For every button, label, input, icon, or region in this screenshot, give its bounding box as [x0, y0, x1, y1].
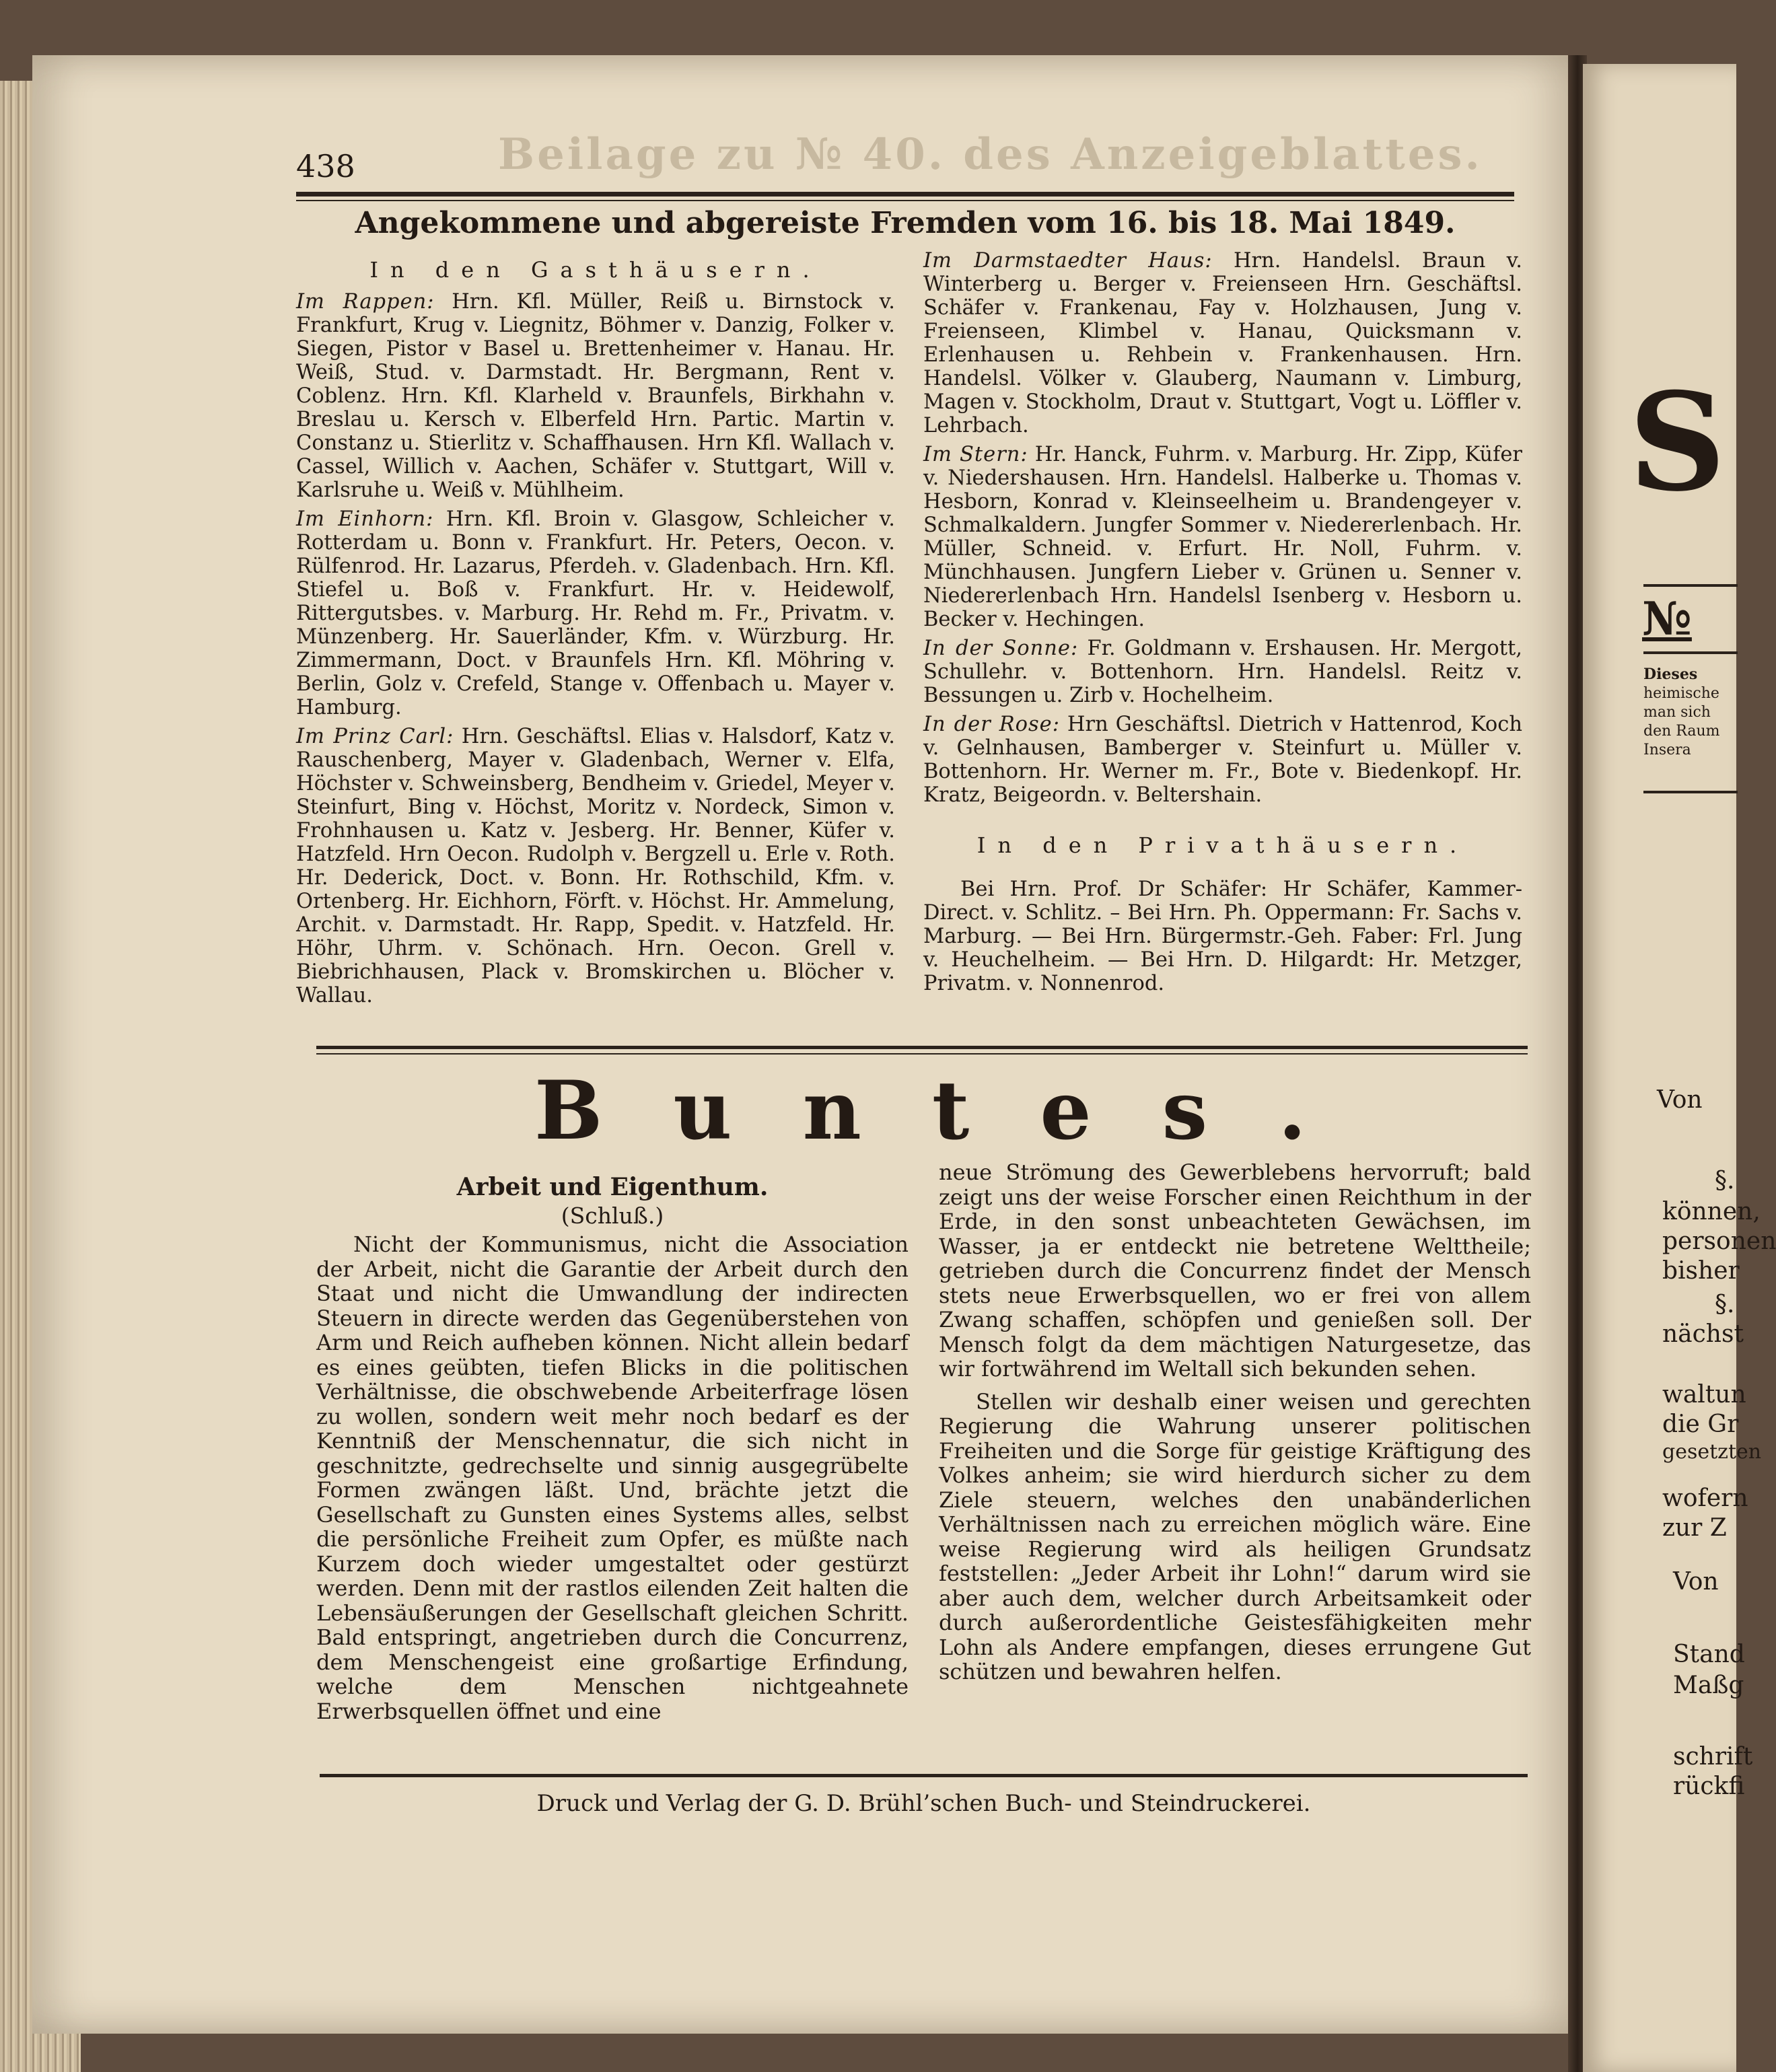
- footer-rule: [320, 1774, 1528, 1777]
- header-rule-thin: [296, 200, 1514, 201]
- right-page-word: §.: [1715, 1167, 1735, 1194]
- article-left-column: [316, 1166, 909, 1729]
- location-label: Im Einhorn:: [296, 507, 434, 531]
- guest-entry: [296, 725, 895, 1007]
- buntes-heading: Buntes.: [534, 1063, 1378, 1158]
- right-page-word: nächst: [1662, 1320, 1744, 1348]
- right-page-word: Stand: [1673, 1641, 1745, 1668]
- right-page-snippet: Insera: [1643, 742, 1691, 758]
- guest-entry: [923, 637, 1522, 707]
- right-page-rule: [1643, 584, 1738, 587]
- running-head: Beilage zu № 40. des Anzeigeblattes.: [498, 129, 1483, 180]
- right-page-word: bisher: [1662, 1257, 1740, 1285]
- guest-text: Hrn. Kfl. Müller, Reiß u. Birnstock v. Frankfurt, Krug v. Liegnitz, Böhmer v. Danzig, Folker v. Siegen, Pistor v Basel u. Brettenheimer v. Hanau. Hr. Weiß, Stud. v. Darmstadt. Hr. Bergmann, Rent v. Coblenz. Hrn. Kfl. Klarheld v. Braunfels, Birkhahn v. Breslau u. Kersch v. Elberfeld Hrn. Partic. Martin v. Constanz u. Stierlitz v. Schaffhausen. Hrn Kfl. Wallach v. Cassel, Willich v. Aachen, Schäfer v. Stuttgart, Will v. Karlsruhe u. Weiß v. Mühlheim.: [296, 290, 895, 502]
- guest-list-right-column: [923, 249, 1522, 1001]
- right-page-word: gesetzten: [1662, 1440, 1762, 1464]
- location-label: In der Sonne:: [923, 637, 1079, 660]
- guest-entry: [296, 507, 895, 719]
- right-page-word: können,: [1662, 1198, 1761, 1225]
- right-page-word: Von: [1673, 1568, 1719, 1596]
- guest-entry: [923, 443, 1522, 631]
- right-page-word: zur Z: [1662, 1514, 1727, 1542]
- guest-entry: [296, 290, 895, 502]
- section-heading-inns: In den Gasthäusern.: [369, 257, 822, 283]
- location-label: In der Rose:: [923, 713, 1060, 736]
- header-rule: [296, 192, 1514, 197]
- page-title: Angekommene und abgereiste Fremden vom 16. bis 18. Mai 1849.: [355, 206, 1456, 240]
- guest-text: Hrn. Kfl. Broin v. Glasgow, Schleicher v. Rotterdam u. Bonn v. Frankfurt. Hr. Peters, Oecon. v. Rülfenrod. Hr. Lazarus, Pferdeh. v. Gladenbach. Hrn. Kfl. Stiefel u. Boß v. Frankfurt. Hr. v. Heidewolf, Rittergutsbes. v. Marburg. Hr. Rehd m. Fr., Privatm. v. Münzenberg. Hr. Sauerländer, Kfm. v. Würzburg. Hr. Zimmermann, Doct. v Braunfels Hrn. Kfl. Möhring v. Berlin, Golz v. Crefeld, Stange v. Offenbach u. Mayer v. Hamburg.: [296, 507, 895, 719]
- right-page-word: die Gr: [1662, 1410, 1739, 1438]
- guest-text: Hrn. Geschäftsl. Elias v. Halsdorf, Katz v. Rauschenberg, Mayer v. Gladenbach, Werner v. Elfa, Höchster v. Schweinsberg, Bendheim v. Griedel, Meyer v. Steinfurt, Bing v. Höchst, Moritz v. Nordeck, Simon v. Frohnhausen u. Katz v. Jesberg. Hr. Benner, Küfer v. Hatzfeld. Hrn Oecon. Rudolph v. Bergzell u. Erle v. Roth. Hr. Dederick, Doct. v. Bonn. Hr. Rothschild, Kfm. v. Ortenberg. Hr. Eichhorn, Förft. v. Höchst. Hr. Ammelung, Archit. v. Darmstadt. Hr. Rapp, Spedit. v. Hatzfeld. Hr. Höhr, Uhrm. v. Schönach. Hrn. Oecon. Grell v. Biebrichhausen, Plack v. Bromskirchen u. Blöcher v. Wallau.: [296, 725, 895, 1007]
- right-page-snippet: den Raum: [1643, 723, 1720, 740]
- location-label: Im Stern:: [923, 443, 1028, 466]
- right-page-snippet: Dieses: [1643, 666, 1698, 683]
- article-paragraph: Nicht der Kommunismus, nicht die Association der Arbeit, nicht die Garantie der Arbeit durch den Staat und nicht die Umwandlung der indirecten Steuern in directe werden das Gegenüberstehen von Arm und Reich aufheben können. Nicht allein bedarf es eines geübten, tiefen Blicks in die politischen Verhältnisse, die obschwebende Arbeiterfrage lösen zu wollen, sondern weit mehr noch bedarf es der Kenntniß der Menschennatur, die sich nicht in geschnitzte, gedrechselte und sinnig ausgegrübelte Formen zwängen läßt. Und, brächte jetzt die Gesellschaft zu Gunsten eines Systems alles, selbst die persönliche Freiheit zum Opfer, es müßte nach Kurzem doch wieder umgestaltet oder gestürzt werden. Denn mit der rastlos eilenden Zeit halten die Lebensäußerungen der Gesellschaft gleichen Schritt. Bald entspringt, angetrieben durch die Concurrenz, dem Menschengeist eine großartige Erfindung, welche dem Menschen nichtgeahnete Erwerbsquellen öffnet und eine: [316, 1231, 909, 1724]
- article-title: Arbeit und Eigenthum.: [456, 1173, 769, 1201]
- right-page-word: wofern: [1662, 1485, 1748, 1512]
- guest-text: Hrn Geschäftsl. Dietrich v Hattenrod, Koch v. Gelnhausen, Bamberger v. Steinfurt u. Müller v. Bottenhorn. Hr. Werner m. Fr., Bote v. Biedenkopf. Hr. Kratz, Beigeordn. v. Beltershain.: [923, 713, 1522, 807]
- location-label: Im Rappen:: [296, 290, 435, 314]
- right-page-word: §.: [1715, 1291, 1735, 1318]
- private-houses-text: Bei Hrn. Prof. Dr Schäfer: Hr Schäfer, Kammer-Direct. v. Schlitz. – Bei Hrn. Ph. Oppermann: Fr. Sachs v. Marburg. — Bei Hrn. Bürgermstr.-Geh. Faber: Frl. Jung v. Heuchelheim. — Bei Hrn. D. Hilgardt: Hr. Metzger, Privatm. v. Nonnenrod.: [923, 878, 1522, 995]
- article-paragraph: neue Strömung des Gewerblebens hervorruft; bald zeigt uns der weise Forscher einen Reichthum in der Erde, in den sonst unbeachteten Gewächsen, im Wasser, ja er entdeckt nie betretene Welttheile; getrieben durch die Concurrenz findet der Mensch stets neue Erwerbsquellen, wo er frei von allem Zwang schaffen, schöpfen und genießen soll. Der Mensch folgt da dem mächtigen Naturgesetze, das wir fortwährend im Weltall sich bekunden sehen.: [939, 1159, 1531, 1382]
- section-divider-thin: [316, 1053, 1528, 1055]
- right-page-word: waltun: [1662, 1381, 1746, 1408]
- guest-list-left-column: [296, 258, 895, 1013]
- page-number: 438: [296, 148, 355, 184]
- right-page-word: rückfi: [1673, 1773, 1745, 1800]
- article-paragraph: Stellen wir deshalb einer weisen und gerechten Regierung die Wahrung unserer politischen Freiheiten und die Sorge für geistige Kräftigung des Volkes anheim; sie wird hierdurch sicher zu dem Ziele steuern, welches den unabänderlichen Verhältnissen nach zu erreichen möglich wäre. Eine weise Regierung wird als heiligen Grundsatz feststellen: „Jeder Arbeit ihr Lohn!“ darum wird sie aber auch dem, welcher durch Arbeitsamkeit oder durch außerordentliche Geistesfähigkeiten mehr Lohn als Andere empfangen, dieses errungene Gut schützen und bewahren helfen.: [939, 1388, 1531, 1684]
- right-page-rule: [1643, 791, 1738, 793]
- right-page-snippet: man sich: [1643, 704, 1711, 721]
- guest-entry: [923, 713, 1522, 807]
- guest-text: Fr. Goldmann v. Ershausen. Hr. Mergott, Schullehr. v. Bottenhorn. Hrn. Handelsl. Reitz v. Bessungen u. Zirb v. Hochelheim.: [923, 637, 1522, 707]
- guest-entry: [923, 249, 1522, 437]
- section-divider: [316, 1046, 1528, 1049]
- article-subtitle: (Schluß.): [561, 1202, 664, 1229]
- article-right-column: [939, 1160, 1531, 1690]
- masthead-letter-fragment: S: [1629, 363, 1726, 522]
- right-page-word: Von: [1657, 1086, 1703, 1114]
- imprint-footer: Druck und Verlag der G. D. Brühl’schen Buch- und Steindruckerei.: [536, 1790, 1311, 1817]
- right-page-snippet: heimische: [1643, 685, 1719, 702]
- right-page-word: schrift: [1673, 1743, 1753, 1771]
- right-page-rule: [1643, 651, 1738, 654]
- location-label: Im Prinz Carl:: [296, 725, 454, 748]
- location-label: Im Darmstaedter Haus:: [923, 249, 1213, 273]
- guest-text: Hr. Hanck, Fuhrm. v. Marburg. Hr. Zipp, Küfer v. Niedershausen. Hrn. Handelsl. Halberke u. Thomas v. Hesborn, Konrad v. Kleinseelheim u. Brandengeyer v. Schmalkaldern. Jungfer Sommer v. Niedererlenbach. Hr. Müller, Schneid. v. Erfurt. Hr. Noll, Fuhrm. v. Münchhausen. Jungfern Lieber v. Grünen u. Senner v. Niedererlenbach Hrn. Handelsl Isenberg v. Hesborn u. Becker v. Hechingen.: [923, 443, 1522, 631]
- number-mark: №: [1642, 592, 1692, 646]
- right-page-word: personen: [1662, 1227, 1776, 1255]
- guest-text: Hrn. Handelsl. Braun v. Winterberg u. Berger v. Freienseen Hrn. Geschäftsl. Schäfer v. Frankenau, Fay v. Holzhausen, Jung v. Freienseen, Klimbel v. Hanau, Quicksmann v. Erlenhausen u. Rehbein v. Frankenhausen. Hrn. Handelsl. Völker v. Glauberg, Naumann v. Limburg, Magen v. Stockholm, Draut v. Stuttgart, Vogt u. Löffler v. Lehrbach.: [923, 249, 1522, 437]
- section-heading-private: In den Privathäusern.: [976, 832, 1469, 858]
- right-page-word: Maßg: [1673, 1672, 1744, 1699]
